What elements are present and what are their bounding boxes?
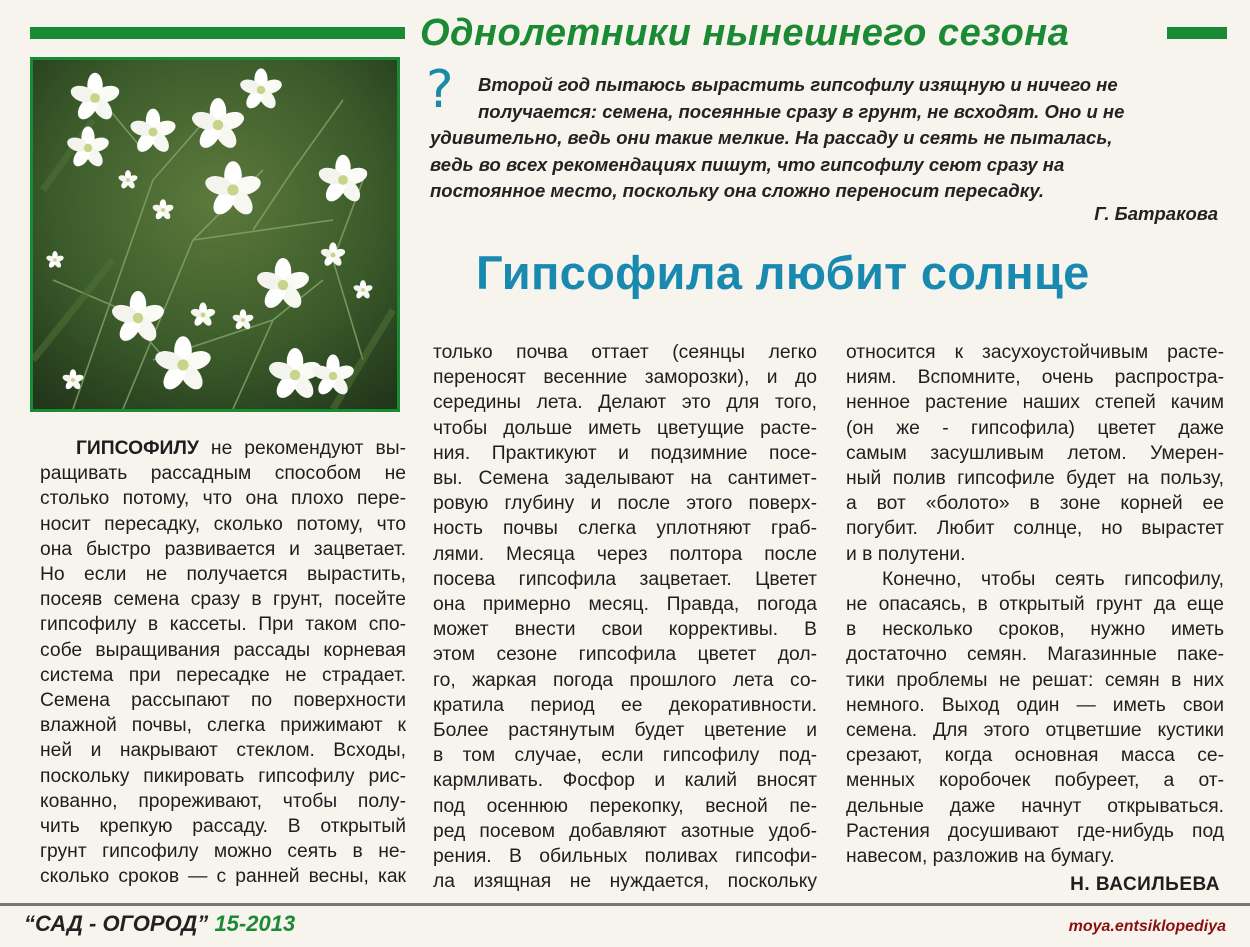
text-line: в том случае, если гипсофилу под- xyxy=(433,745,817,767)
text-line: ней и накрывают стеклом. Всходы, xyxy=(40,740,406,762)
text-line: чтобы дольше иметь цветущие расте- xyxy=(433,417,817,439)
text-line: навесом, разложив на бумагу. xyxy=(846,846,1115,868)
text-line: срезают, когда основная масса се- xyxy=(846,745,1224,767)
text-line: влажной почвы, слегка прижимают к xyxy=(40,715,406,737)
text-line: носит пересадку, сколько потому, что xyxy=(40,513,406,535)
section-title: Однолетники нынешнего сезона xyxy=(420,12,1070,54)
question-line: удивительно, ведь они такие мелкие. На рассаду и сеять не пыталась, xyxy=(430,127,1113,148)
source-site: moya.entsiklopediya xyxy=(1068,918,1226,935)
text-line: не опасаясь, в открытый грунт да еще xyxy=(846,594,1224,616)
text-line: середины лета. Делают это для того, xyxy=(433,392,817,414)
text-line: ГИПСОФИЛУ не рекомендуют вы- xyxy=(76,438,406,459)
text-line: рения. В обильных поливах гипсофи- xyxy=(433,846,817,868)
text-line: она примерно месяц. Правда, погода xyxy=(433,594,817,616)
text-line: столько потому, что она плохо пере- xyxy=(40,488,406,510)
text-line: Семена рассыпают по поверхности xyxy=(40,690,406,712)
text-line: вы. Семена заделывают на сантимет- xyxy=(433,468,817,490)
question-mark-icon: ? xyxy=(426,60,454,120)
gypsophila-flowers-icon xyxy=(33,60,397,409)
footer-magazine xyxy=(24,911,295,937)
question-author: Г. Батракова xyxy=(1094,203,1218,224)
text-line: Но если не получается вырастить, xyxy=(40,564,406,586)
text-line: и в полутени. xyxy=(846,543,966,565)
text-line: го, жаркая погода прошлого лета со- xyxy=(433,669,817,691)
text-line: только почва оттает (сеянцы легко xyxy=(433,342,817,363)
header-rule-right xyxy=(1167,27,1227,39)
question-line: ведь во всех рекомендациях пишут, что гипсофилу сеют сразу на xyxy=(430,153,1065,175)
text-line: она быстро развивается и зацветает. xyxy=(40,538,406,560)
question-line: получается: семена, посеянные сразу в грунт, не всходят. Оно и не xyxy=(478,100,1125,122)
text-line: Более растянутым будет цветение и xyxy=(433,720,817,742)
text-line: достаточно семян. Магазинные паке- xyxy=(846,644,1224,666)
question-line: Второй год пытаюсь вырастить гипсофилу изящную и ничего не xyxy=(478,74,1118,95)
text-line: относится к засухоустойчивым расте- xyxy=(846,342,1224,363)
text-line: а вот «болото» в зоне корней ее xyxy=(846,493,1224,515)
article-headline: Гипсофила любит солнце xyxy=(476,246,1090,299)
text-line: ность почвы слегка уплотняют граб- xyxy=(433,518,817,540)
text-line: Конечно, чтобы сеять гипсофилу, xyxy=(882,568,1224,590)
text-line: ный полив гипсофиле будет на пользу, xyxy=(846,468,1224,490)
article-signature: Н. ВАСИЛЬЕВА xyxy=(1070,874,1220,895)
text-line: ред посевом добавляют азотные удоб- xyxy=(433,820,817,842)
text-line: дельные даже начнут открываться. xyxy=(846,795,1224,817)
text-line: Растения досушивают где-нибудь под xyxy=(846,820,1224,842)
text-line: посева гипсофила зацветает. Цветет xyxy=(433,568,817,590)
text-line: кованно, прореживают, чтобы полу- xyxy=(40,790,406,812)
text-line: тики проблемы не решат: семян в них xyxy=(846,669,1224,691)
header-rule-left xyxy=(30,27,405,39)
text-line: грунт гипсофилу можно сеять в не- xyxy=(40,841,406,863)
article-column-3 xyxy=(846,340,1224,869)
text-line: поскольку пикировать гипсофилу рис- xyxy=(40,765,406,787)
reader-question xyxy=(430,72,1230,205)
text-line: собе выращивания рассады корневая xyxy=(40,639,406,661)
issue-number: 15-2013 xyxy=(214,911,296,936)
text-line: гипсофилу в кассеты. При таком спо- xyxy=(40,614,406,636)
text-line: немного. Выход один — иметь свои xyxy=(846,694,1224,716)
text-line: ния. Практикуют и подзимние посе- xyxy=(433,442,817,464)
text-line: ровую глубину и после этого поверх- xyxy=(433,493,817,515)
article-column-2 xyxy=(433,340,817,894)
magazine-name: “САД - ОГОРОД” xyxy=(24,911,209,936)
article-column-1 xyxy=(40,436,406,890)
text-line: кармливать. Фосфор и калий вносят xyxy=(433,770,817,792)
text-line: менных коробочек побуреет, а от- xyxy=(846,770,1224,792)
text-line: система при пересадке не страдает. xyxy=(40,664,406,686)
question-line: постоянное место, поскольку она сложно переносит пересадку. xyxy=(430,180,1045,201)
text-line: в несколько сроков, нужно иметь xyxy=(846,619,1224,641)
text-line: может внести свои коррективы. В xyxy=(433,619,817,641)
text-line: погубит. Любит солнце, но вырастет xyxy=(846,518,1224,540)
footer-rule xyxy=(0,903,1250,906)
text-line: самым засушливым летом. Умерен- xyxy=(846,442,1224,464)
text-line: ла изящная не нуждается, поскольку xyxy=(433,871,817,893)
text-line: посеяв семена сразу в грунт, посейте xyxy=(40,589,406,611)
lead-word: ГИПСОФИЛУ xyxy=(76,438,199,459)
text-line: этом сезоне гипсофила цветет дол- xyxy=(433,644,817,666)
text-line: кратила период ее декоративности. xyxy=(433,694,817,716)
text-line: под осеннюю перекопку, весной пе- xyxy=(433,795,817,817)
text-line: переносят весенние заморозки), и до xyxy=(433,367,817,389)
text-line: (он же - гипсофила) цветет даже xyxy=(846,417,1224,439)
text-line: сколько сроков — с ранней весны, как xyxy=(40,866,406,888)
gypsophila-photo xyxy=(30,57,400,412)
text-line: ниям. Вспомните, очень распростра- xyxy=(846,367,1224,389)
text-line: ращивать рассадным способом не xyxy=(40,463,406,485)
text-line: ненное растение наших степей качим xyxy=(846,392,1224,414)
text-line: чить крепкую рассаду. В открытый xyxy=(40,816,406,838)
text-line: лями. Месяца через полтора после xyxy=(433,543,817,565)
text-line: семена. Для этого отцветшие кустики xyxy=(846,720,1224,742)
